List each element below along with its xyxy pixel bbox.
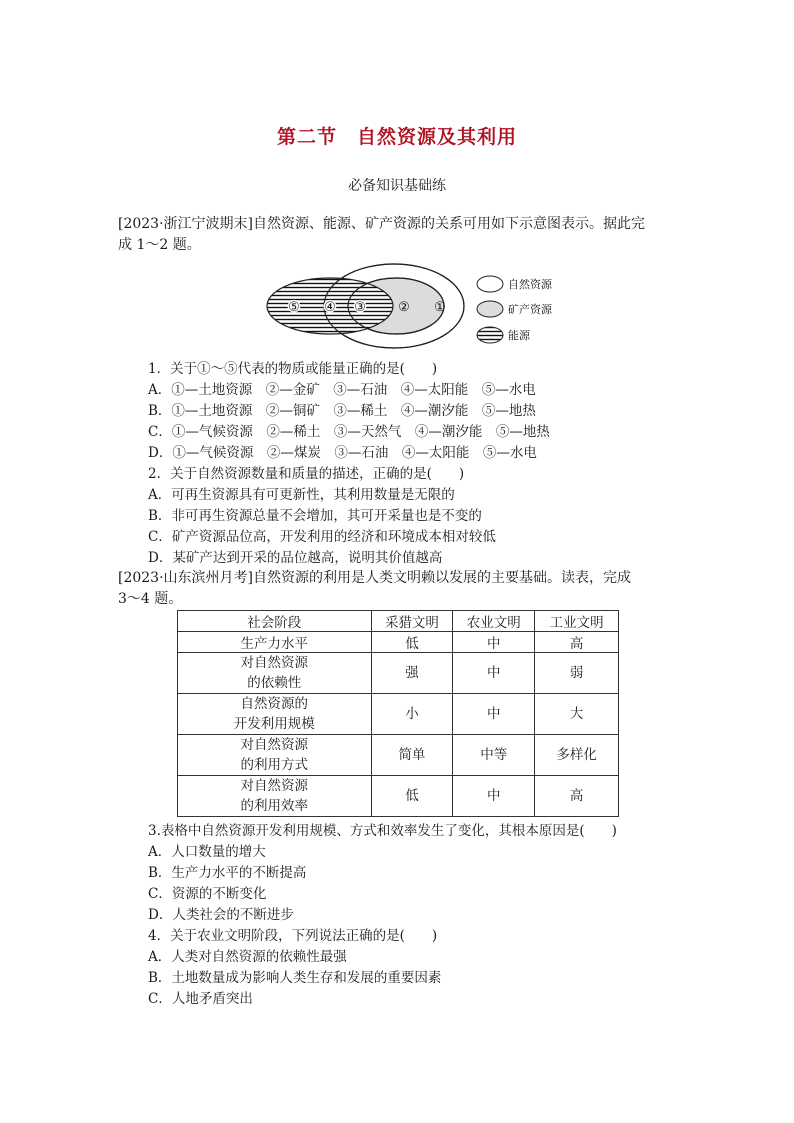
intro-1-line-1: [2023·浙江宁波期末]自然资源、能源、矿产资源的关系可用如下示意图表示。据此完 xyxy=(118,216,646,232)
table-row-label-line-2: 的利用效率 xyxy=(240,798,309,814)
table-row-label-line-2: 的利用方式 xyxy=(240,757,309,773)
question-1-option-d: D．①—气候资源 ②—煤炭 ③—石油 ④—太阳能 ⑤—水电 xyxy=(148,445,537,461)
question-1-option-c: C．①—气候资源 ②—稀土 ③—天然气 ④—潮汐能 ⑤—地热 xyxy=(148,424,550,440)
intro-1-line-2: 成 1～2 题。 xyxy=(118,237,201,253)
question-1-stem: 1．关于①～⑤代表的物质或能量正确的是( ) xyxy=(148,361,438,377)
question-3-option-c: C．资源的不断变化 xyxy=(148,886,267,902)
question-1-option-b: B．①—土地资源 ②—铜矿 ③—稀土 ④—潮汐能 ⑤—地热 xyxy=(148,403,536,419)
table-row xyxy=(178,776,619,817)
question-4-option-b: B．土地数量成为影响人类生存和发展的重要因素 xyxy=(148,970,442,986)
legend-energy-swatch xyxy=(477,327,503,343)
section-title: 第二节 自然资源及其利用 xyxy=(276,126,517,148)
table-cell: 低 xyxy=(371,632,453,653)
question-4-stem: 4．关于农业文明阶段，下列说法正确的是( ) xyxy=(148,928,438,944)
table-row-label xyxy=(178,653,372,694)
table-cell: 中 xyxy=(453,632,535,653)
table-row xyxy=(178,735,619,776)
table-row-label-line-1: 对自然资源 xyxy=(240,778,309,794)
table-row xyxy=(178,694,619,735)
table-row xyxy=(178,653,619,694)
table-cell: 中 xyxy=(453,653,535,694)
section-subtitle: 必备知识基础练 xyxy=(348,178,446,194)
table-row-label xyxy=(178,735,372,776)
label-1: ① xyxy=(434,300,446,315)
table-header-row xyxy=(178,611,619,632)
question-3-option-b: B．生产力水平的不断提高 xyxy=(148,865,307,881)
table-cell: 中等 xyxy=(453,735,535,776)
label-5: ⑤ xyxy=(288,300,300,315)
label-2: ② xyxy=(398,300,410,315)
table-cell: 高 xyxy=(535,632,619,653)
table-cell: 强 xyxy=(371,653,453,694)
legend-mineral-swatch xyxy=(477,301,503,317)
legend-natural-swatch xyxy=(477,276,503,292)
question-3-option-d: D．人类社会的不断进步 xyxy=(148,907,294,923)
civilization-resource-table xyxy=(177,610,619,817)
table-cell: 中 xyxy=(453,776,535,817)
question-3-option-a: A．人口数量的增大 xyxy=(148,844,266,860)
table-row-label-line-1: 对自然资源 xyxy=(240,655,309,671)
table-cell: 小 xyxy=(371,694,453,735)
table-row-label-line-1: 对自然资源 xyxy=(240,737,309,753)
intro-2-line-1: [2023·山东滨州月考]自然资源的利用是人类文明赖以发展的主要基础。读表，完成 xyxy=(118,570,632,586)
legend-natural-label: 自然资源 xyxy=(508,278,552,291)
question-2-option-c: C．矿产资源品位高，开发利用的经济和环境成本相对较低 xyxy=(148,529,496,545)
table-cell: 多样化 xyxy=(535,735,619,776)
table-cell: 弱 xyxy=(535,653,619,694)
table-cell: 中 xyxy=(453,694,535,735)
question-4-option-a: A．人类对自然资源的依赖性最强 xyxy=(148,949,347,965)
table-row-label-line-2: 的依赖性 xyxy=(247,675,302,691)
table-header-cell: 采猎文明 xyxy=(371,611,453,632)
table-cell: 简单 xyxy=(371,735,453,776)
table-row-label-line-2: 开发利用规模 xyxy=(233,716,315,732)
question-2-option-a: A．可再生资源具有可更新性，其利用数量是无限的 xyxy=(148,487,455,503)
table-cell: 高 xyxy=(535,776,619,817)
table-row xyxy=(178,632,619,653)
label-4: ④ xyxy=(324,300,336,315)
intro-2-line-2: 3～4 题。 xyxy=(118,591,183,607)
label-3: ③ xyxy=(354,300,366,315)
question-2-option-d: D．某矿产达到开采的品位越高，说明其价值越高 xyxy=(148,550,443,566)
table-header-cell: 农业文明 xyxy=(453,611,535,632)
question-3-stem: 3.表格中自然资源开发利用规模、方式和效率发生了变化，其根本原因是( ) xyxy=(148,823,617,839)
table-header-cell: 工业文明 xyxy=(535,611,619,632)
table-row-label xyxy=(178,694,372,735)
table-row-label xyxy=(178,776,372,817)
table-row-label: 生产力水平 xyxy=(178,632,372,653)
legend-energy-label: 能源 xyxy=(508,329,530,342)
table-cell: 低 xyxy=(371,776,453,817)
legend-mineral-label: 矿产资源 xyxy=(508,303,552,316)
question-1-option-a: A．①—土地资源 ②—金矿 ③—石油 ④—太阳能 ⑤—水电 xyxy=(148,382,536,398)
table-cell: 大 xyxy=(535,694,619,735)
resource-venn-diagram xyxy=(264,262,574,352)
question-2-stem: 2．关于自然资源数量和质量的描述，正确的是( ) xyxy=(148,466,465,482)
question-2-option-b: B．非可再生资源总量不会增加，其可开采量也是不变的 xyxy=(148,508,482,524)
table-header-cell: 社会阶段 xyxy=(178,611,372,632)
question-4-option-c: C．人地矛盾突出 xyxy=(148,991,253,1007)
table-row-label-line-1: 自然资源的 xyxy=(240,696,309,712)
